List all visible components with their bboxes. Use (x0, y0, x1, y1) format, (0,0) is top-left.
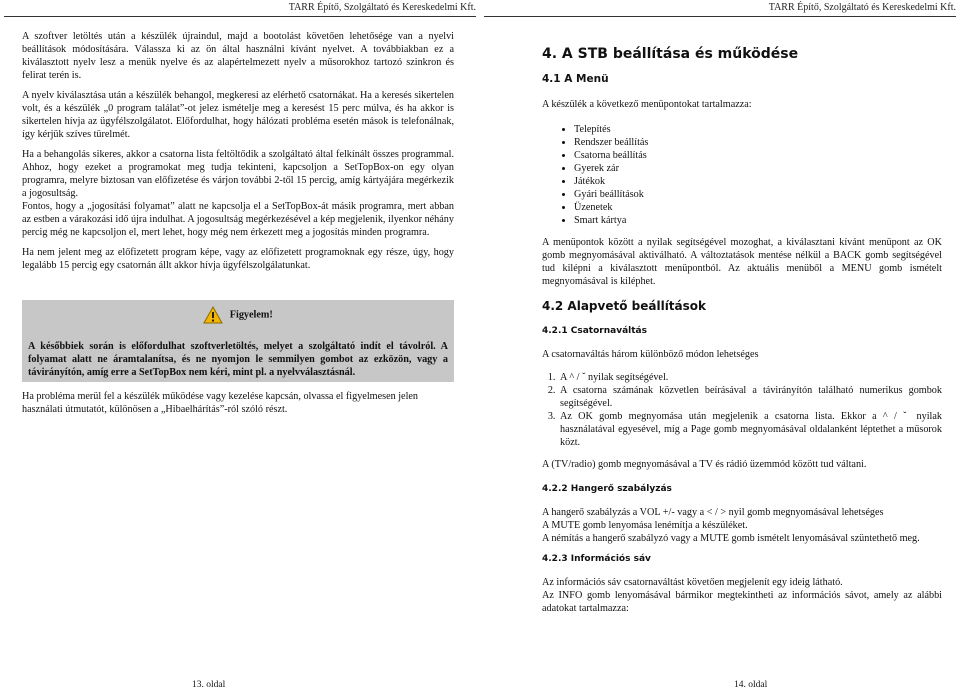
warning-header (28, 306, 448, 324)
warning-box (22, 300, 454, 382)
channel-steps (542, 371, 942, 449)
text-line: Az információs sáv csatornaváltást követően megjelenít egy ideig látható. (542, 577, 843, 588)
paragraph: A menüpontok között a nyilak segítségével mozoghat, a kiválasztani kívánt menüpont az OK gomb megnyomásával aktiválható. A változtatások mentése nélkül a BACK gomb segítségével tud kilépni a kiválasztott menüpontból. Az aktuális menüből a MENU gomb ismételt megnyomásával is kiléphet. (542, 237, 942, 287)
list-item: • Telepítés (574, 123, 942, 136)
list-item: • Smart kártya (574, 214, 942, 227)
text-line: A némítás a hangerő szabályzó vagy a MUTE gomb ismételt lenyomásával szüntethető meg. (542, 533, 920, 544)
paragraph: Fontos, hogy a „jogosítási folyamat” alatt ne kapcsolja el a SetTopBox-át másik programra, mert abban az estben a várakozási idő újra indulhat. A jogosultság megérkezésével a kép megjelenik, ilyenkor néhány percig még ne kapcsoljon el, mert lehet, hogy még nem érkezett meg a jogosítás minden programra. (22, 201, 454, 238)
subsection-heading: 4.2 Alapvető beállítások (542, 299, 707, 313)
subsubsection-heading: 4.2.3 Információs sáv (542, 554, 651, 564)
list-item: • Rendszer beállítás (574, 136, 942, 149)
list-item: • Játékok (574, 175, 942, 188)
paragraph (542, 506, 942, 545)
page-number: 14. oldal (734, 680, 768, 690)
list-item: 3. Az OK gomb megnyomása után megjelenik a csatorna lista. Ekkor a ^ / ˇ nyilak használatával egyesével, míg a Page gomb megnyomásával oldalanként léptethet a műsorok közt. (558, 410, 942, 449)
subsubsection-heading: 4.2.2 Hangerő szabályzás (542, 484, 672, 494)
header-rule (484, 16, 956, 17)
right-column (542, 30, 942, 622)
list-item: • Üzenetek (574, 201, 942, 214)
section-heading: 4. A STB beállítása és működése (542, 46, 799, 62)
paragraph: A nyelv kiválasztása után a készülék behangol, megkeresi az elérhető csatornákat. Ha a keresés sikertelen volt, és a készülék „0 program találat”-ot jelez ismételje meg a keresést 15 perc múlva, és ha akkor is sikertelen hívja az ügyfélszolgálatot. Előfordulhat, hogy hálózati probléma esetén mások is telefonálnak, így kérjük szíves türelmét. (22, 90, 454, 140)
paragraph: A szoftver letöltés után a készülék újraindul, majd a bootolást követően lehetősége van a nyelvi beállítások módosítására. Válassza ki az ön által használni kívánt nyelvet. A továbbiakban ez a kiválasztott nyelv lesz a menük nyelve és az alapértelmezett nyelv a műsorokhoz tartozó szinkron és felirat terén is. (22, 31, 454, 81)
right-page (480, 0, 960, 690)
paragraph: Ha probléma merül fel a készülék működése vagy kezelése kapcsán, olvassa el figyelmesen jelen használati útmutatót, különösen a „Hibaelhárítás”-ról szóló részt. (22, 391, 419, 415)
list-item: 2. A csatorna számának közvetlen beírásával a távirányítón található numerikus gombok segítségével. (558, 384, 942, 410)
menu-list (542, 123, 942, 227)
paragraph: A (TV/radio) gomb megnyomásával a TV és rádió üzemmód között tud váltani. (542, 459, 867, 470)
list-item: • Gyerek zár (574, 162, 942, 175)
page-header: TARR Építő, Szolgáltató és Kereskedelmi Kft. (288, 2, 476, 13)
text-line: Az INFO gomb lenyomásával bármikor megtekintheti az információs sávot, amely az alábbi adatokat tartalmazza: (542, 590, 942, 614)
warning-title: Figyelem! (229, 309, 273, 321)
warning-icon (203, 306, 223, 324)
paragraph: A csatornaváltás három különböző módon lehetséges (542, 349, 759, 360)
paragraph: Ha a behangolás sikeres, akkor a csatorna lista feltöltődik a szolgáltató által felkínált összes programmal. Ahhoz, hogy ezeket a programokat meg tudja tekinteni, kapcsoljon a SetTopBox-on egy olyan programra, melyre biztosan van előfizetése és várjon további 2-től 15 percig, amíg kártyájára megérkezik a jogosultság. (22, 149, 454, 199)
list-item: • Csatorna beállítás (574, 149, 942, 162)
header-rule (4, 16, 476, 17)
text-line: A MUTE gomb lenyomása lenémítja a készüléket. (542, 520, 748, 531)
list-item: • Gyári beállítások (574, 188, 942, 201)
left-column (22, 30, 454, 423)
text-line: A hangerő szabályzás a VOL +/- vagy a < / > nyil gomb megnyomásával lehetséges (542, 507, 884, 518)
warning-text: A későbbiek során is előfordulhat szoftverletöltés, melyet a szolgáltató indít el távolról. A folyamat alatt ne áramtalanítsa, és ne nyomjon le semmilyen gombot az ezközön, vagy a távirányítón, amíg erre a SetTopBox nem kéri, mint pl. a nyelvválasztásnál. (28, 341, 448, 378)
page-number: 13. oldal (192, 680, 226, 690)
paragraph: A készülék a következő menüpontokat tartalmazza: (542, 99, 752, 110)
paragraph (542, 576, 942, 615)
paragraph: Ha nem jelent meg az előfizetett program képe, vagy az előfizetett programoknak egy része, úgy, hogy legalább 15 percig egy csatornán állt akkor hívja ügyfélszolgálatunkat. (22, 247, 454, 271)
subsubsection-heading: 4.2.1 Csatornaváltás (542, 326, 647, 336)
list-item: 1. A ^ / ˇ nyilak segítségével. (558, 371, 942, 384)
page-header: TARR Építő, Szolgáltató és Kereskedelmi Kft. (768, 2, 956, 13)
subsection-heading: 4.1 A Menü (542, 73, 609, 85)
